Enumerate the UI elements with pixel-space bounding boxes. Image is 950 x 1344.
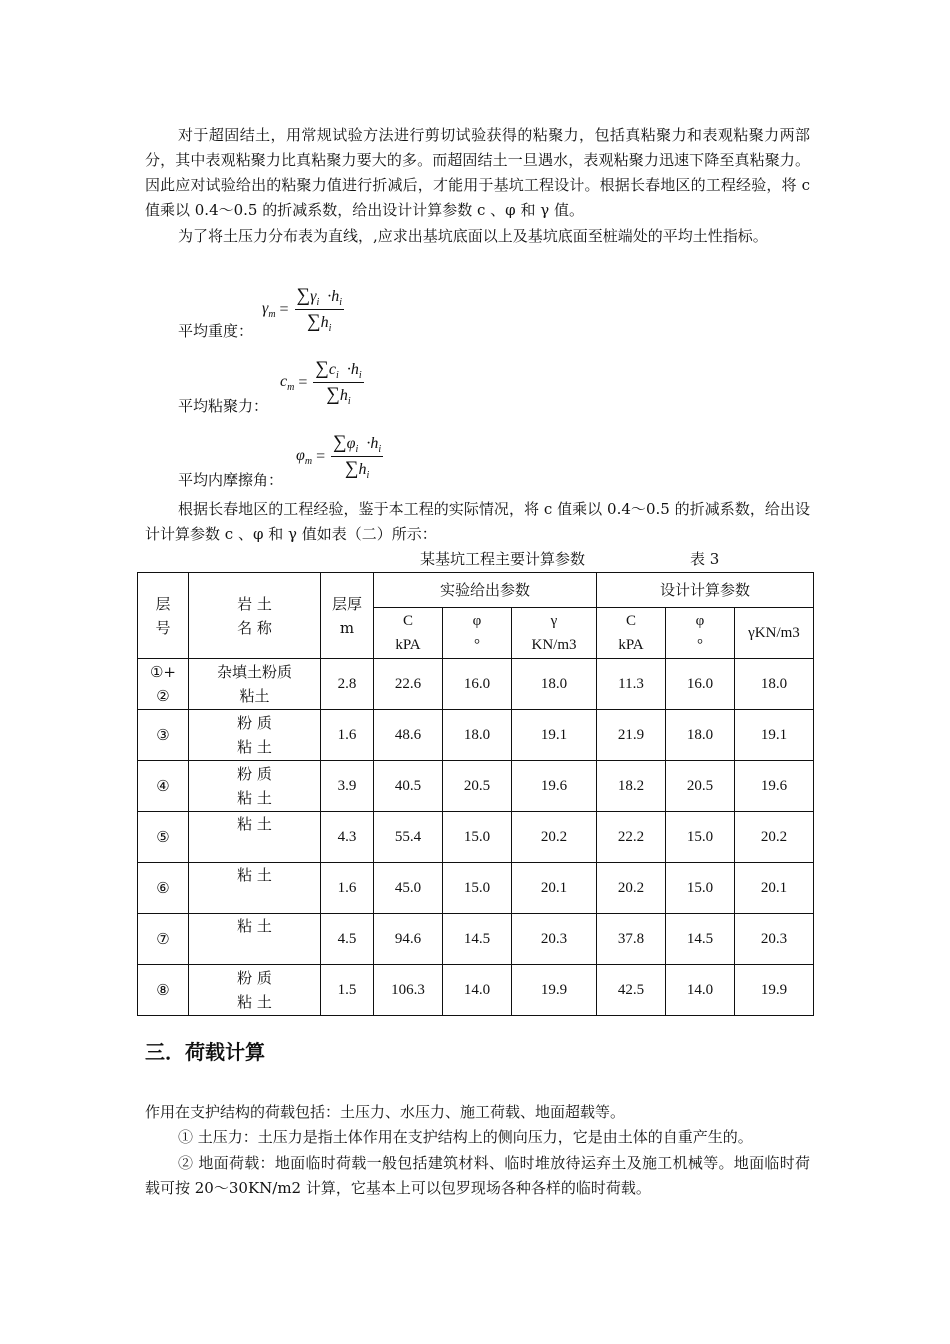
cell-phi-design: 15.0: [666, 863, 735, 914]
cell-gamma-design: 19.9: [735, 965, 814, 1016]
cell-phi-design: 15.0: [666, 812, 735, 863]
cell-gamma-test: 19.1: [512, 710, 597, 761]
cell-gamma-test: 18.0: [512, 659, 597, 710]
table-row: [138, 965, 814, 1016]
cell-gamma-test: 19.6: [512, 761, 597, 812]
header-test-parameters: 实验给出参数: [374, 573, 597, 608]
section-title: 三．荷载计算: [145, 1040, 265, 1064]
cell-c-test: 22.6: [374, 659, 443, 710]
cell-phi-design: 16.0: [666, 659, 735, 710]
cell-phi-test: 18.0: [443, 710, 512, 761]
header-phi-test: φ °: [443, 608, 512, 659]
cell-gamma-design: 20.3: [735, 914, 814, 965]
cell-soil-name: 粘 土: [189, 914, 321, 965]
cell-gamma-design: 18.0: [735, 659, 814, 710]
cell-thickness: 1.5: [321, 965, 374, 1016]
label-average-unit-weight: 平均重度：: [178, 322, 254, 340]
header-thickness: 层厚 m: [321, 573, 374, 659]
paragraph-loads: 作用在支护结构的荷载包括：土压力、水压力、施工荷载、地面超载等。: [145, 1103, 626, 1121]
header-design-parameters: 设计计算参数: [597, 573, 814, 608]
cell-c-test: 48.6: [374, 710, 443, 761]
label-average-friction-angle: 平均内摩擦角：: [178, 471, 284, 489]
cell-thickness: 4.3: [321, 812, 374, 863]
table-caption: 某基坑工程主要计算参数: [420, 550, 586, 568]
cell-layer: ⑤: [138, 812, 189, 863]
cell-phi-test: 15.0: [443, 812, 512, 863]
header-phi-design: φ °: [666, 608, 735, 659]
cell-phi-test: 15.0: [443, 863, 512, 914]
header-gamma-test: γ KN/m3: [512, 608, 597, 659]
cell-layer: ⑦: [138, 914, 189, 965]
cell-c-design: 20.2: [597, 863, 666, 914]
cell-soil-name: 粉 质 粘 土: [189, 965, 321, 1016]
cell-gamma-test: 20.1: [512, 863, 597, 914]
cell-thickness: 4.5: [321, 914, 374, 965]
paragraph-average-indices: 为了将土压力分布表为直线，,应求出基坑底面以上及基坑底面至桩端处的平均土性指标。: [178, 227, 768, 245]
cell-layer: ③: [138, 710, 189, 761]
formula-friction-angle: $\varphi_m$ = $\frac{\sum\varphi_i \cdot h_i}{\sum h_i}$: [296, 432, 382, 482]
cell-c-design: 21.9: [597, 710, 666, 761]
table-row: [138, 863, 814, 914]
cell-layer: ④: [138, 761, 189, 812]
cell-soil-name: 粘 土: [189, 812, 321, 863]
header-layer: 层 号: [138, 573, 189, 659]
header-soil-name: 岩 土 名 称: [189, 573, 321, 659]
paragraph-surface-load: ② 地面荷载：地面临时荷载一般包括建筑材料、临时堆放待运弃土及施工机械等。地面临时荷载可按 20～30KN/m2 计算，它基本上可以包罗现场各种各样的临时荷载。: [145, 1154, 810, 1197]
parameters-table: [137, 572, 814, 1016]
table-row: [138, 710, 814, 761]
formula-cohesion: $c_m$ = $\frac{\sum c_i \cdot h_i}{\sum h_i}$: [280, 358, 362, 408]
cell-thickness: 3.9: [321, 761, 374, 812]
header-c-design: C kPA: [597, 608, 666, 659]
table-row: [138, 761, 814, 812]
cell-c-design: 11.3: [597, 659, 666, 710]
cell-soil-name: 粉 质 粘 土: [189, 761, 321, 812]
header-c-test: C kPA: [374, 608, 443, 659]
table-row: [138, 914, 814, 965]
cell-gamma-design: 19.6: [735, 761, 814, 812]
cell-phi-design: 20.5: [666, 761, 735, 812]
cell-phi-test: 14.0: [443, 965, 512, 1016]
cell-c-design: 42.5: [597, 965, 666, 1016]
paragraph-design-parameters: 根据长春地区的工程经验，鉴于本工程的实际情况，将 c 值乘以 0.4～0.5 的折减系数，给出设计计算参数 c 、φ 和 γ 值如表（二）所示：: [145, 500, 810, 543]
cell-gamma-design: 20.2: [735, 812, 814, 863]
cell-phi-test: 16.0: [443, 659, 512, 710]
cell-soil-name: 杂填土粉质 粘土: [189, 659, 321, 710]
table-body: [138, 659, 814, 1016]
cell-phi-test: 14.5: [443, 914, 512, 965]
cell-gamma-test: 19.9: [512, 965, 597, 1016]
cell-c-test: 106.3: [374, 965, 443, 1016]
cell-phi-test: 20.5: [443, 761, 512, 812]
cell-layer: ⑧: [138, 965, 189, 1016]
header-gamma-design: γKN/m3: [735, 608, 814, 659]
cell-gamma-test: 20.3: [512, 914, 597, 965]
cell-c-design: 22.2: [597, 812, 666, 863]
formula-gamma: $\gamma_m$ = $\frac{\sum\gamma_i \cdot h_i}{\sum h_i}$: [262, 285, 342, 335]
cell-phi-design: 14.5: [666, 914, 735, 965]
cell-c-design: 18.2: [597, 761, 666, 812]
table-number: 表 3: [690, 550, 720, 568]
cell-gamma-test: 20.2: [512, 812, 597, 863]
table-row: [138, 659, 814, 710]
cell-phi-design: 18.0: [666, 710, 735, 761]
paragraph-earth-pressure: ① 土压力：土压力是指土体作用在支护结构上的侧向压力，它是由土体的自重产生的。: [178, 1128, 753, 1146]
cell-layer: ①+ ②: [138, 659, 189, 710]
cell-c-design: 37.8: [597, 914, 666, 965]
table-row: [138, 812, 814, 863]
paragraph-overconsolidated: 对于超固结土，用常规试验方法进行剪切试验获得的粘聚力，包括真粘聚力和表观粘聚力两部分，其中表观粘聚力比真粘聚力要大的多。而超固结土一旦遇水，表观粘聚力迅速下降至真粘聚力。因此应对试验给出的粘聚力值进行折减后，才能用于基坑工程设计。根据长春地区的工程经验，将 c 值乘以 0.4～0.5 的折减系数，给出设计计算参数 c 、φ 和 γ 值。: [145, 126, 810, 219]
cell-c-test: 45.0: [374, 863, 443, 914]
cell-c-test: 40.5: [374, 761, 443, 812]
cell-soil-name: 粉 质 粘 土: [189, 710, 321, 761]
cell-c-test: 94.6: [374, 914, 443, 965]
cell-thickness: 2.8: [321, 659, 374, 710]
cell-gamma-design: 20.1: [735, 863, 814, 914]
cell-thickness: 1.6: [321, 710, 374, 761]
cell-c-test: 55.4: [374, 812, 443, 863]
cell-phi-design: 14.0: [666, 965, 735, 1016]
cell-gamma-design: 19.1: [735, 710, 814, 761]
cell-soil-name: 粘 土: [189, 863, 321, 914]
cell-layer: ⑥: [138, 863, 189, 914]
label-average-cohesion: 平均粘聚力：: [178, 397, 269, 415]
cell-thickness: 1.6: [321, 863, 374, 914]
